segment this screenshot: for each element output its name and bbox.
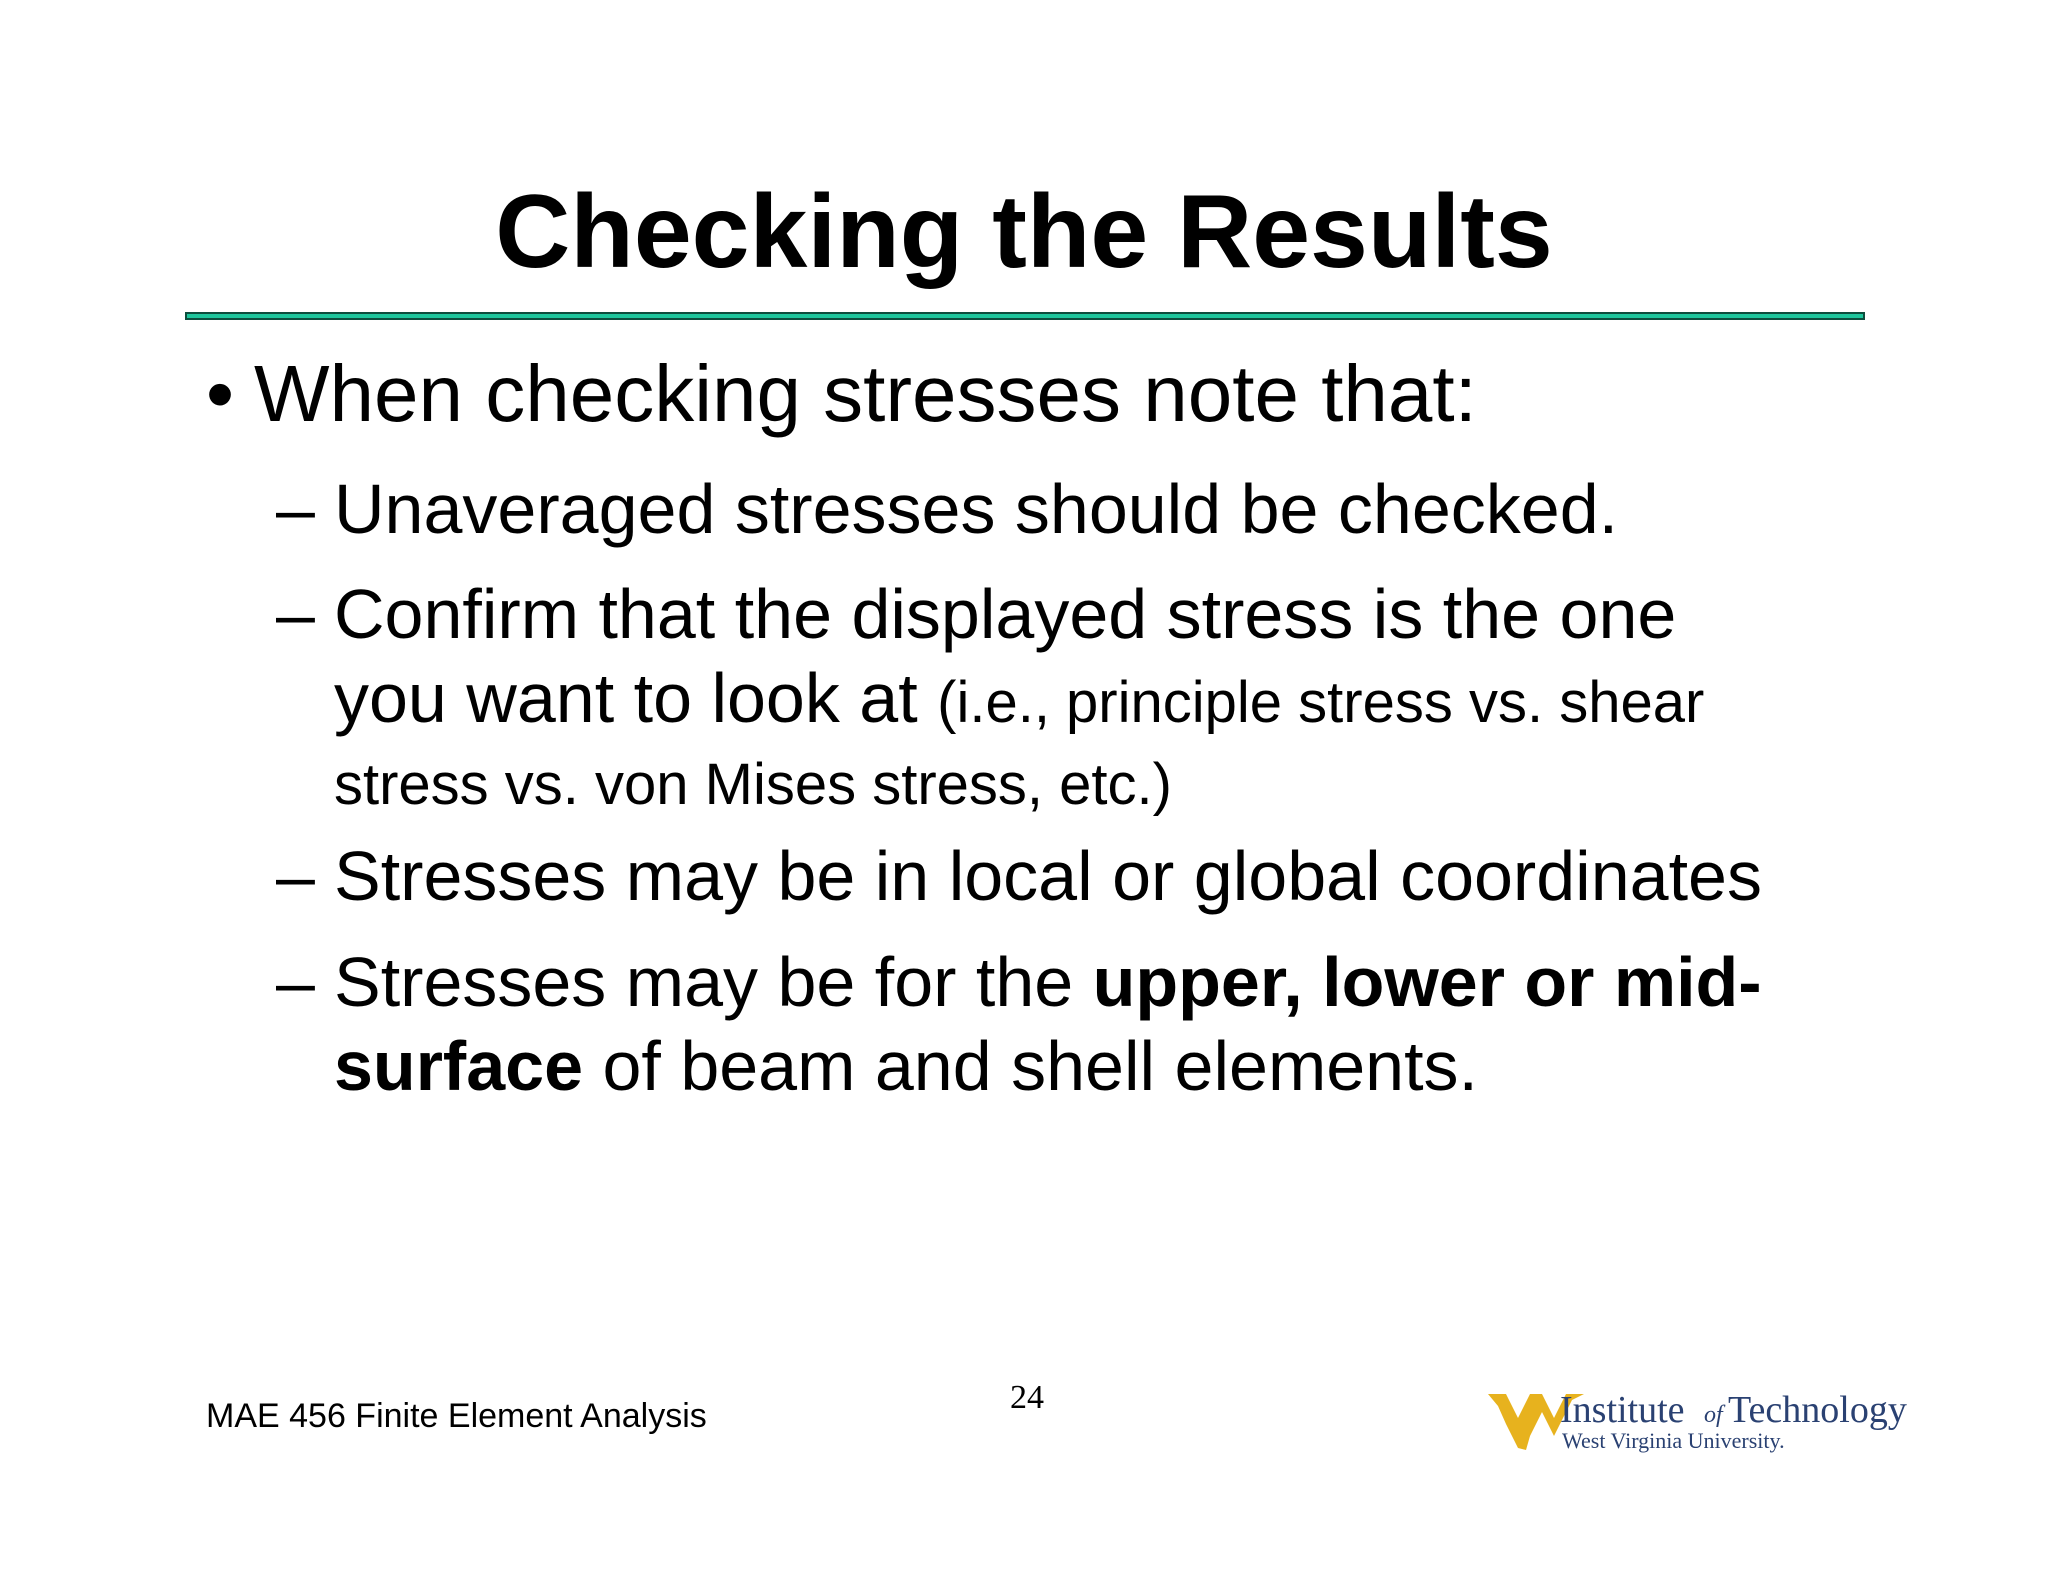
- logo-university-text: West Virginia University.: [1562, 1428, 1785, 1453]
- sub-bullet-marker: –: [276, 575, 315, 653]
- sub-bullet-line: Confirm that the displayed stress is the one: [334, 575, 1677, 653]
- bullet-marker: •: [206, 349, 235, 438]
- sub-bullet-line-bold: upper, lower or mid-: [1092, 943, 1762, 1021]
- sub-bullet-line: [334, 940, 1762, 1024]
- institute-logo: [1488, 1388, 1907, 1454]
- sub-bullet-line-note: (i.e., principle stress vs. shear: [937, 670, 1705, 735]
- slide-title: Checking the Results: [495, 174, 1553, 290]
- institute-logo-graphic: [1488, 1388, 1907, 1454]
- logo-institute-text: Institute: [1560, 1389, 1685, 1431]
- sub-bullet-text: [334, 940, 1762, 1108]
- sub-bullet-line: [334, 656, 1704, 745]
- sub-bullet-text: [334, 572, 1704, 825]
- sub-bullet-text: Unaveraged stresses should be checked.: [334, 470, 1619, 548]
- bullet-text: When checking stresses note that:: [254, 349, 1477, 438]
- sub-bullet-line-normal: Stresses may be for the: [334, 943, 1093, 1021]
- logo-of-text: of: [1704, 1402, 1723, 1428]
- sub-bullet-marker: –: [276, 943, 315, 1021]
- sub-bullet-marker: –: [276, 470, 315, 548]
- sub-bullet-line: [334, 1024, 1762, 1108]
- title-divider: [185, 312, 1865, 320]
- page-number: 24: [1010, 1379, 1044, 1416]
- sub-bullet-line-note: stress vs. von Mises stress, etc.): [334, 752, 1172, 817]
- sub-bullet-line-normal: of beam and shell elements.: [583, 1027, 1479, 1105]
- sub-bullet-line-bold: surface: [334, 1027, 584, 1105]
- logo-technology-text: Technology: [1728, 1389, 1907, 1431]
- sub-bullet-text: Stresses may be in local or global coordinates: [334, 837, 1762, 915]
- sub-bullet-line-main: you want to look at: [334, 659, 938, 737]
- sub-bullet-marker: –: [276, 837, 315, 915]
- course-label: MAE 456 Finite Element Analysis: [206, 1397, 707, 1435]
